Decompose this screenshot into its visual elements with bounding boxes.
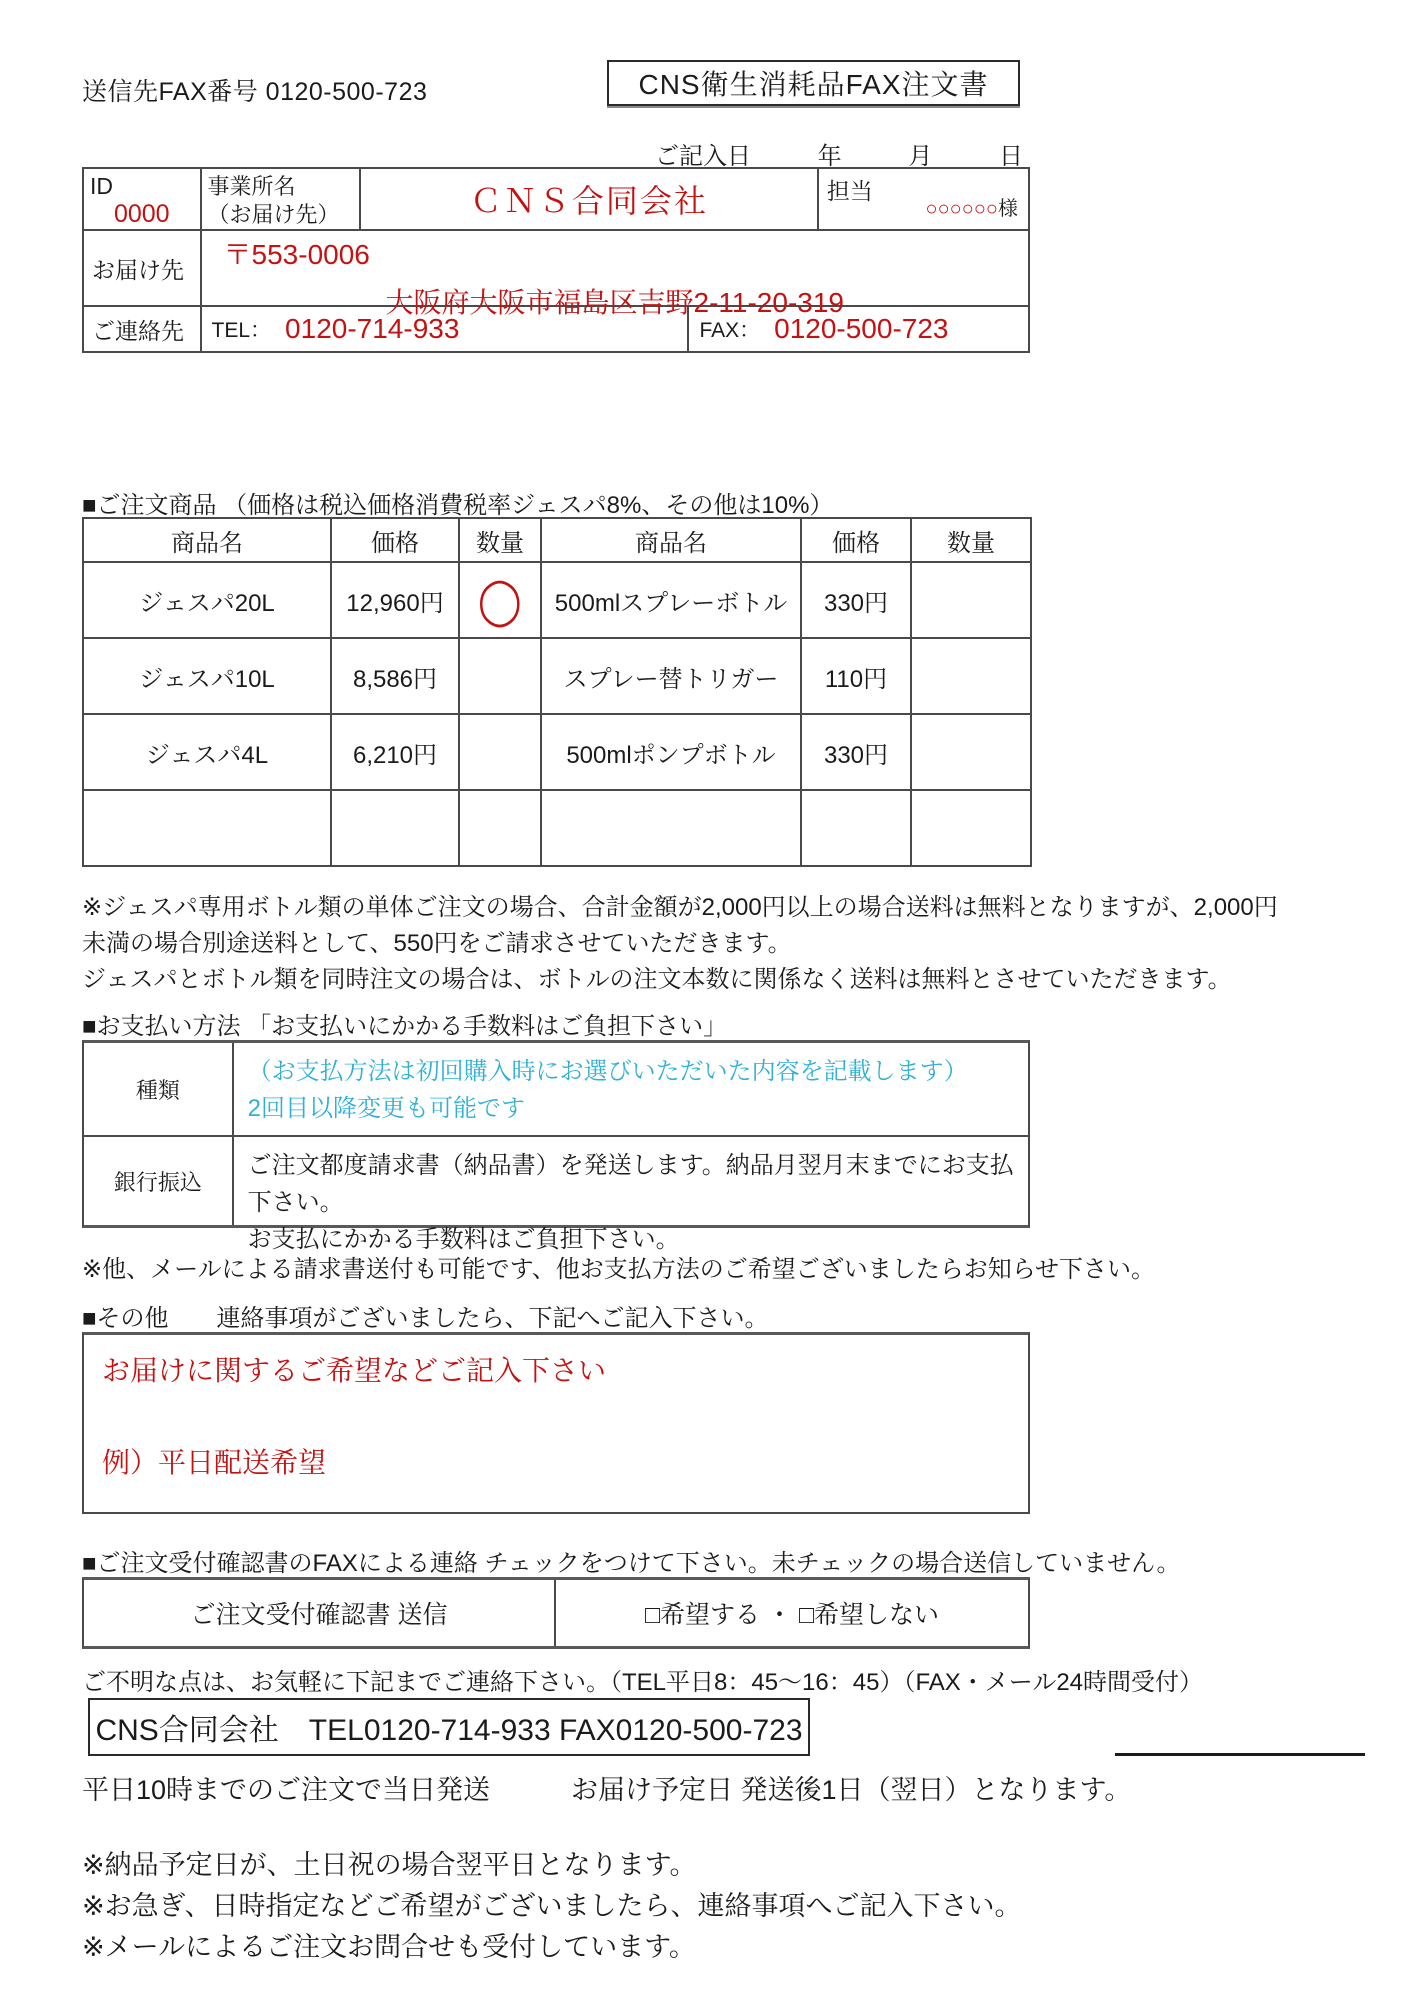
year-label[interactable]: 年 [817,143,842,170]
payment-type-line1: （お支払方法は初回購入時にお選びいただいた内容を記載します） [247,1058,968,1085]
product-name[interactable] [541,790,801,866]
product-name: スプレー替トリガー [541,638,801,714]
day-label[interactable]: 日 [998,143,1023,170]
bottom-note-1: ※納品予定日が、土日祝の場合翌平日となります。 [82,1850,697,1880]
confirmation-table [82,1577,1030,1649]
company-name-cell [361,169,819,229]
shipping-fee-note-line3: ジェスパとボトル類を同時注文の場合は、ボトルの注文本数に関係なく送料は無料とさせていただきます。 [82,966,1232,993]
payment-type-body [234,1043,1028,1135]
product-price [801,790,911,866]
product-name: 500mlポンプボトル [541,714,801,790]
office-label-line1: 事業所名 [207,174,296,199]
id-value: 0000 [113,200,170,228]
customer-info-table [82,167,1030,353]
quantity-circle-mark: ◯ [478,574,522,626]
company-contact-text: CNS合同会社 TEL0120-714-933 FAX0120-500-723 [95,1714,803,1747]
product-price: 12,960円 [331,562,459,638]
payment-section-heading: ■お支払い方法 「お支払いにかかる手数料はご負担下さい」 [82,1013,728,1040]
tel-value: 0120-714-933 [285,313,460,344]
product-row [83,562,1031,638]
payment-type-line2: 2回目以降変更も可能です [247,1095,526,1122]
tel-cell [202,307,690,351]
col-product-name-left: 商品名 [83,518,331,562]
product-name: ジェスパ20L [83,562,331,638]
handler-label: 担当 [826,178,873,204]
entry-date-line [655,136,1023,171]
product-table [82,517,1032,867]
product-name: 500mlスプレーボトル [541,562,801,638]
confirmation-choice-cell[interactable]: □希望する ・ □希望しない [644,1601,940,1629]
delivery-address-cell [202,231,1028,318]
product-price: 6,210円 [331,714,459,790]
form-title-box [607,60,1020,106]
product-row-empty [83,790,1031,866]
product-name: ジェスパ10L [83,638,331,714]
remarks-box[interactable] [82,1332,1030,1514]
contact-hours-note: ご不明な点は、お気軽に下記までご連絡下さい。（TEL平日8：45～16：45）（FAX・メール24時間受付） [82,1669,1204,1696]
bottom-note-2: ※お急ぎ、日時指定などご希望がございましたら、連絡事項へご記入下さい。 [82,1891,1022,1921]
fax-destination-number: 送信先FAX番号 0120-500-723 [82,78,428,106]
payment-note: ※他、メールによる請求書送付も可能です、他お支払方法のご希望ございましたらお知らせ下さい。 [82,1256,1155,1283]
delivery-address-label-cell [84,231,202,305]
blank-fill-line[interactable] [1115,1753,1365,1756]
product-row [83,638,1031,714]
product-row [83,714,1031,790]
col-qty-left: 数量 [459,518,541,562]
product-price: 8,586円 [331,638,459,714]
form-title: CNS衛生消耗品FAX注文書 [638,69,989,100]
fax-label: FAX： [699,319,761,342]
tel-label: TEL： [211,319,272,342]
office-label-line2: （お届け先） [207,202,340,227]
col-price-left: 価格 [331,518,459,562]
bank-transfer-line1: ご注文都度請求書（納品書）を発送します。納品月翌月末までにお支払下さい。 [247,1152,1014,1216]
fax-value: 0120-500-723 [774,313,949,344]
product-price: 110円 [801,638,911,714]
quantity-cell[interactable] [911,714,1031,790]
id-label: ID [90,173,113,199]
product-name: ジェスパ4L [83,714,331,790]
payment-type-label: 種類 [84,1043,234,1135]
bottom-notes [82,1845,1022,1968]
bank-transfer-body [234,1137,1028,1253]
product-price: 330円 [801,714,911,790]
product-table-header-row [83,518,1031,562]
bank-transfer-label: 銀行振込 [84,1137,234,1225]
shipping-fee-note-line2: 未満の場合別途送料として、550円をご請求させていただきます。 [82,930,792,957]
quantity-cell[interactable] [459,790,541,866]
shipping-fee-note [82,890,1352,998]
confirmation-left-cell: ご注文受付確認書 送信 [84,1580,556,1646]
customer-id-cell [84,169,202,229]
quantity-cell[interactable] [459,714,541,790]
remarks-box-hint2: 例）平日配送希望 [102,1447,327,1478]
contact-label: ご連絡先 [92,317,184,344]
col-qty-right: 数量 [911,518,1031,562]
quantity-cell[interactable] [911,790,1031,866]
order-section-heading: ■ご注文商品 （価格は税込価格消費税率ジェスパ8%、その他は10%） [82,492,834,519]
fax-cell [689,307,1028,351]
company-name: ＣＮＳ合同会社 [469,183,708,219]
quantity-cell[interactable] [911,562,1031,638]
shipping-fee-note-line1: ※ジェスパ専用ボトル類の単体ご注文の場合、合計金額が2,000円以上の場合送料は無料となりますが、2,000円 [82,894,1278,921]
product-price: 330円 [801,562,911,638]
quantity-cell[interactable] [459,638,541,714]
handler-value: ○○○○○○様 [925,198,1018,220]
contact-label-cell [84,307,202,351]
postal-code: 〒553-0006 [223,239,370,270]
col-product-name-right: 商品名 [541,518,801,562]
quantity-cell[interactable] [459,562,541,638]
bank-transfer-line2: お支払にかかる手数料はご負担下さい。 [247,1226,680,1253]
remarks-box-hint1: お届けに関するご希望などご記入下さい [102,1355,607,1386]
handler-cell [819,169,1028,229]
company-contact-box [88,1698,810,1756]
delivery-label: お届け先 [92,256,184,283]
office-name-label-cell [202,169,361,229]
shipping-schedule-line: 平日10時までのご注文で当日発送 お届け予定日 発送後1日（翌日）となります。 [82,1775,1132,1805]
entry-date-label: ご記入日 [655,143,751,170]
month-label[interactable]: 月 [908,143,933,170]
bottom-note-3: ※メールによるご注文お問合せも受付しています。 [82,1932,696,1962]
col-price-right: 価格 [801,518,911,562]
quantity-cell[interactable] [911,638,1031,714]
other-section-heading: ■その他 連絡事項がございましたら、下記へご記入下さい。 [82,1305,769,1332]
product-name[interactable] [83,790,331,866]
payment-table [82,1040,1030,1253]
delivery-address: 大阪府大阪市福島区吉野2-11-20-319 [385,287,844,318]
product-price [331,790,459,866]
confirm-section-heading: ■ご注文受付確認書のFAXによる連絡 チェックをつけて下さい。未チェックの場合送信していません。 [82,1550,1181,1577]
